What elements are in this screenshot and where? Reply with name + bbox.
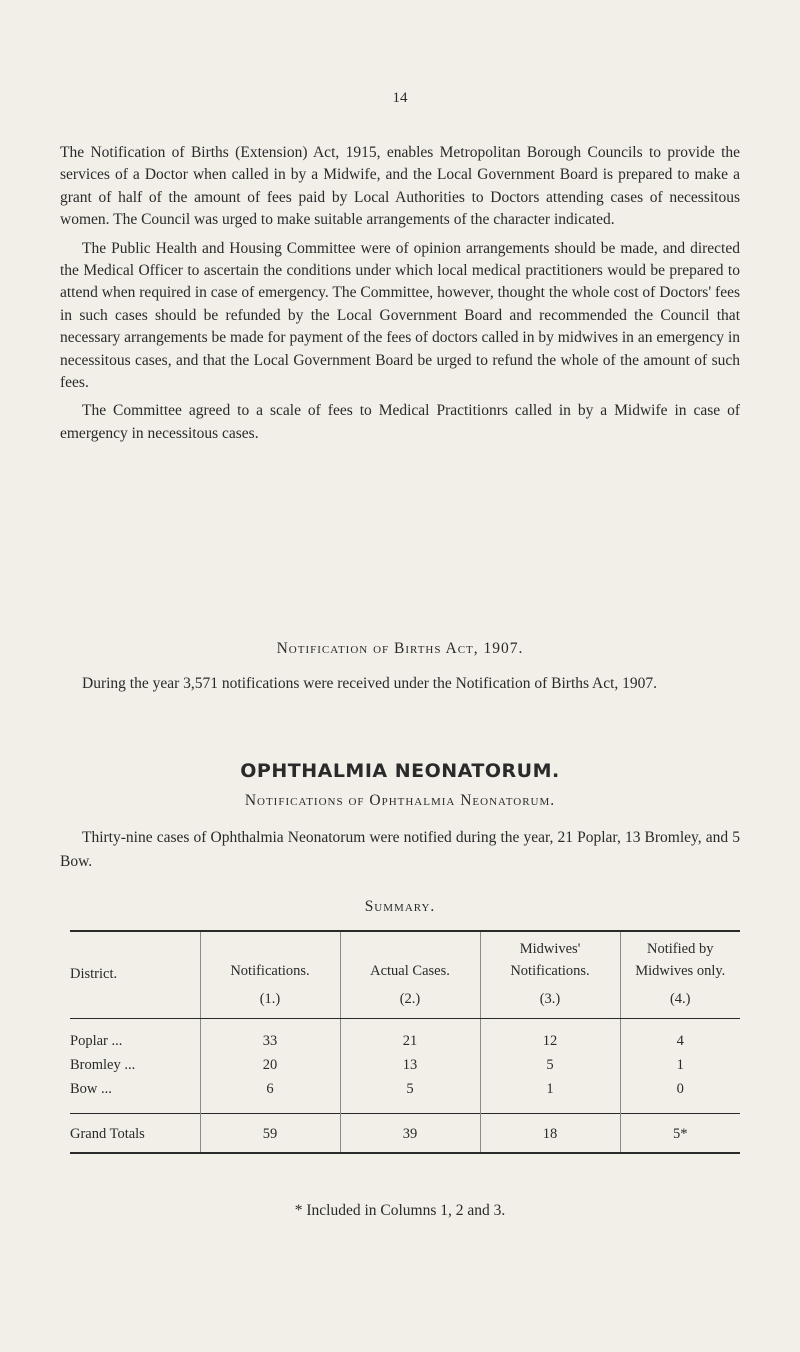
- notifications-cell: 6: [200, 1077, 340, 1114]
- header-actual-cases-label: Actual Cases.: [370, 963, 450, 979]
- births-act-heading: Notification of Births Act, 1907.: [276, 640, 524, 657]
- ophthalmia-paragraph: Thirty-nine cases of Ophthalmia Neonatorum were notified during the year, 21 Poplar, 13 Bromley, and 5 Bow.: [60, 829, 740, 870]
- header-notified-by-midwives: [620, 931, 740, 1019]
- table-row: [70, 1019, 740, 1054]
- ophthalmia-main-heading: OPHTHALMIA NEONATORUM.: [240, 760, 560, 782]
- paragraph-extension-act: The Notification of Births (Extension) Act, 1915, enables Metropolitan Borough Councils to provide the services of a Doctor when called in by a Midwife, and the Local Government Board is prepared to make a grant of half of the amount of fees paid by Local Authorities to Doctors attending cases of necessitous women. The Council was urged to make suitable arrangements of the character indicated.: [60, 144, 740, 229]
- header-actual-cases: [340, 931, 480, 1019]
- midwives-notifications-cell: 1: [480, 1077, 620, 1114]
- summary-header-row: [70, 931, 740, 1019]
- header-midwives-notifications: [480, 931, 620, 1019]
- header-notified-by-label: Notified by Midwives only.: [635, 941, 726, 979]
- notified-by-midwives-cell: 0: [620, 1077, 740, 1114]
- district-cell: Bromley ...: [70, 1057, 136, 1073]
- header-district: [70, 931, 200, 1019]
- district-cell: Poplar ...: [70, 1033, 123, 1049]
- district-cell: Bow ...: [70, 1081, 112, 1097]
- actual-cases-cell: 21: [340, 1019, 480, 1054]
- header-notifications: [200, 931, 340, 1019]
- total-notifications-cell: 59: [200, 1114, 340, 1154]
- paragraph-scale-of-fees: The Committee agreed to a scale of fees to Medical Practitionrs called in by a Midwife in case of emergency in necessitous cases.: [60, 402, 740, 442]
- ophthalmia-sub-heading: Notifications of Ophthalmia Neonatorum.: [244, 792, 556, 809]
- header-midwives-number: (3.): [539, 991, 561, 1007]
- header-midwives-label: Midwives' Notifications.: [510, 941, 590, 979]
- header-actual-cases-number: (2.): [399, 991, 421, 1007]
- paragraph-committee-opinion: The Public Health and Housing Committee were of opinion arrangements should be made, and directed the Medical Officer to ascertain the conditions under which local medical practitioners would be prepared to attend when required in case of emergency. The Committee, however, thought the whole cost of Doctors' fees in such cases should be refunded by the Local Government Board and recommended the Council that necessary arrangements be made for payment of the fees of doctors called in by midwives in an emergency in necessitous cases, and that the Local Government Board be urged to refund the whole of the amount of such fees.: [60, 239, 740, 392]
- header-district-label: District.: [70, 966, 118, 982]
- header-notifications-number: (1.): [259, 991, 281, 1007]
- notifications-cell: 20: [200, 1053, 340, 1077]
- births-act-paragraph: During the year 3,571 notifications were received under the Notification of Births Act, 1907.: [82, 675, 658, 692]
- table-footnote: * Included in Columns 1, 2 and 3.: [294, 1202, 506, 1219]
- header-notified-by-number: (4.): [669, 991, 691, 1007]
- table-row: [70, 1053, 740, 1077]
- notified-by-midwives-cell: 1: [620, 1053, 740, 1077]
- table-row: [70, 1077, 740, 1114]
- summary-heading: Summary.: [364, 898, 436, 915]
- total-midwives-notifications-cell: 18: [480, 1114, 620, 1154]
- notifications-cell: 33: [200, 1019, 340, 1054]
- notified-by-midwives-cell: 4: [620, 1019, 740, 1054]
- actual-cases-cell: 5: [340, 1077, 480, 1114]
- total-actual-cases-cell: 39: [340, 1114, 480, 1154]
- intro-text: [60, 142, 740, 451]
- header-notifications-label: Notifications.: [230, 963, 310, 979]
- total-notified-by-midwives-cell: 5*: [620, 1114, 740, 1154]
- grand-totals-row: [70, 1114, 740, 1154]
- summary-table: [70, 930, 740, 1154]
- totals-label-cell: Grand Totals: [70, 1114, 200, 1154]
- midwives-notifications-cell: 5: [480, 1053, 620, 1077]
- actual-cases-cell: 13: [340, 1053, 480, 1077]
- page-number: 14: [392, 90, 408, 106]
- midwives-notifications-cell: 12: [480, 1019, 620, 1054]
